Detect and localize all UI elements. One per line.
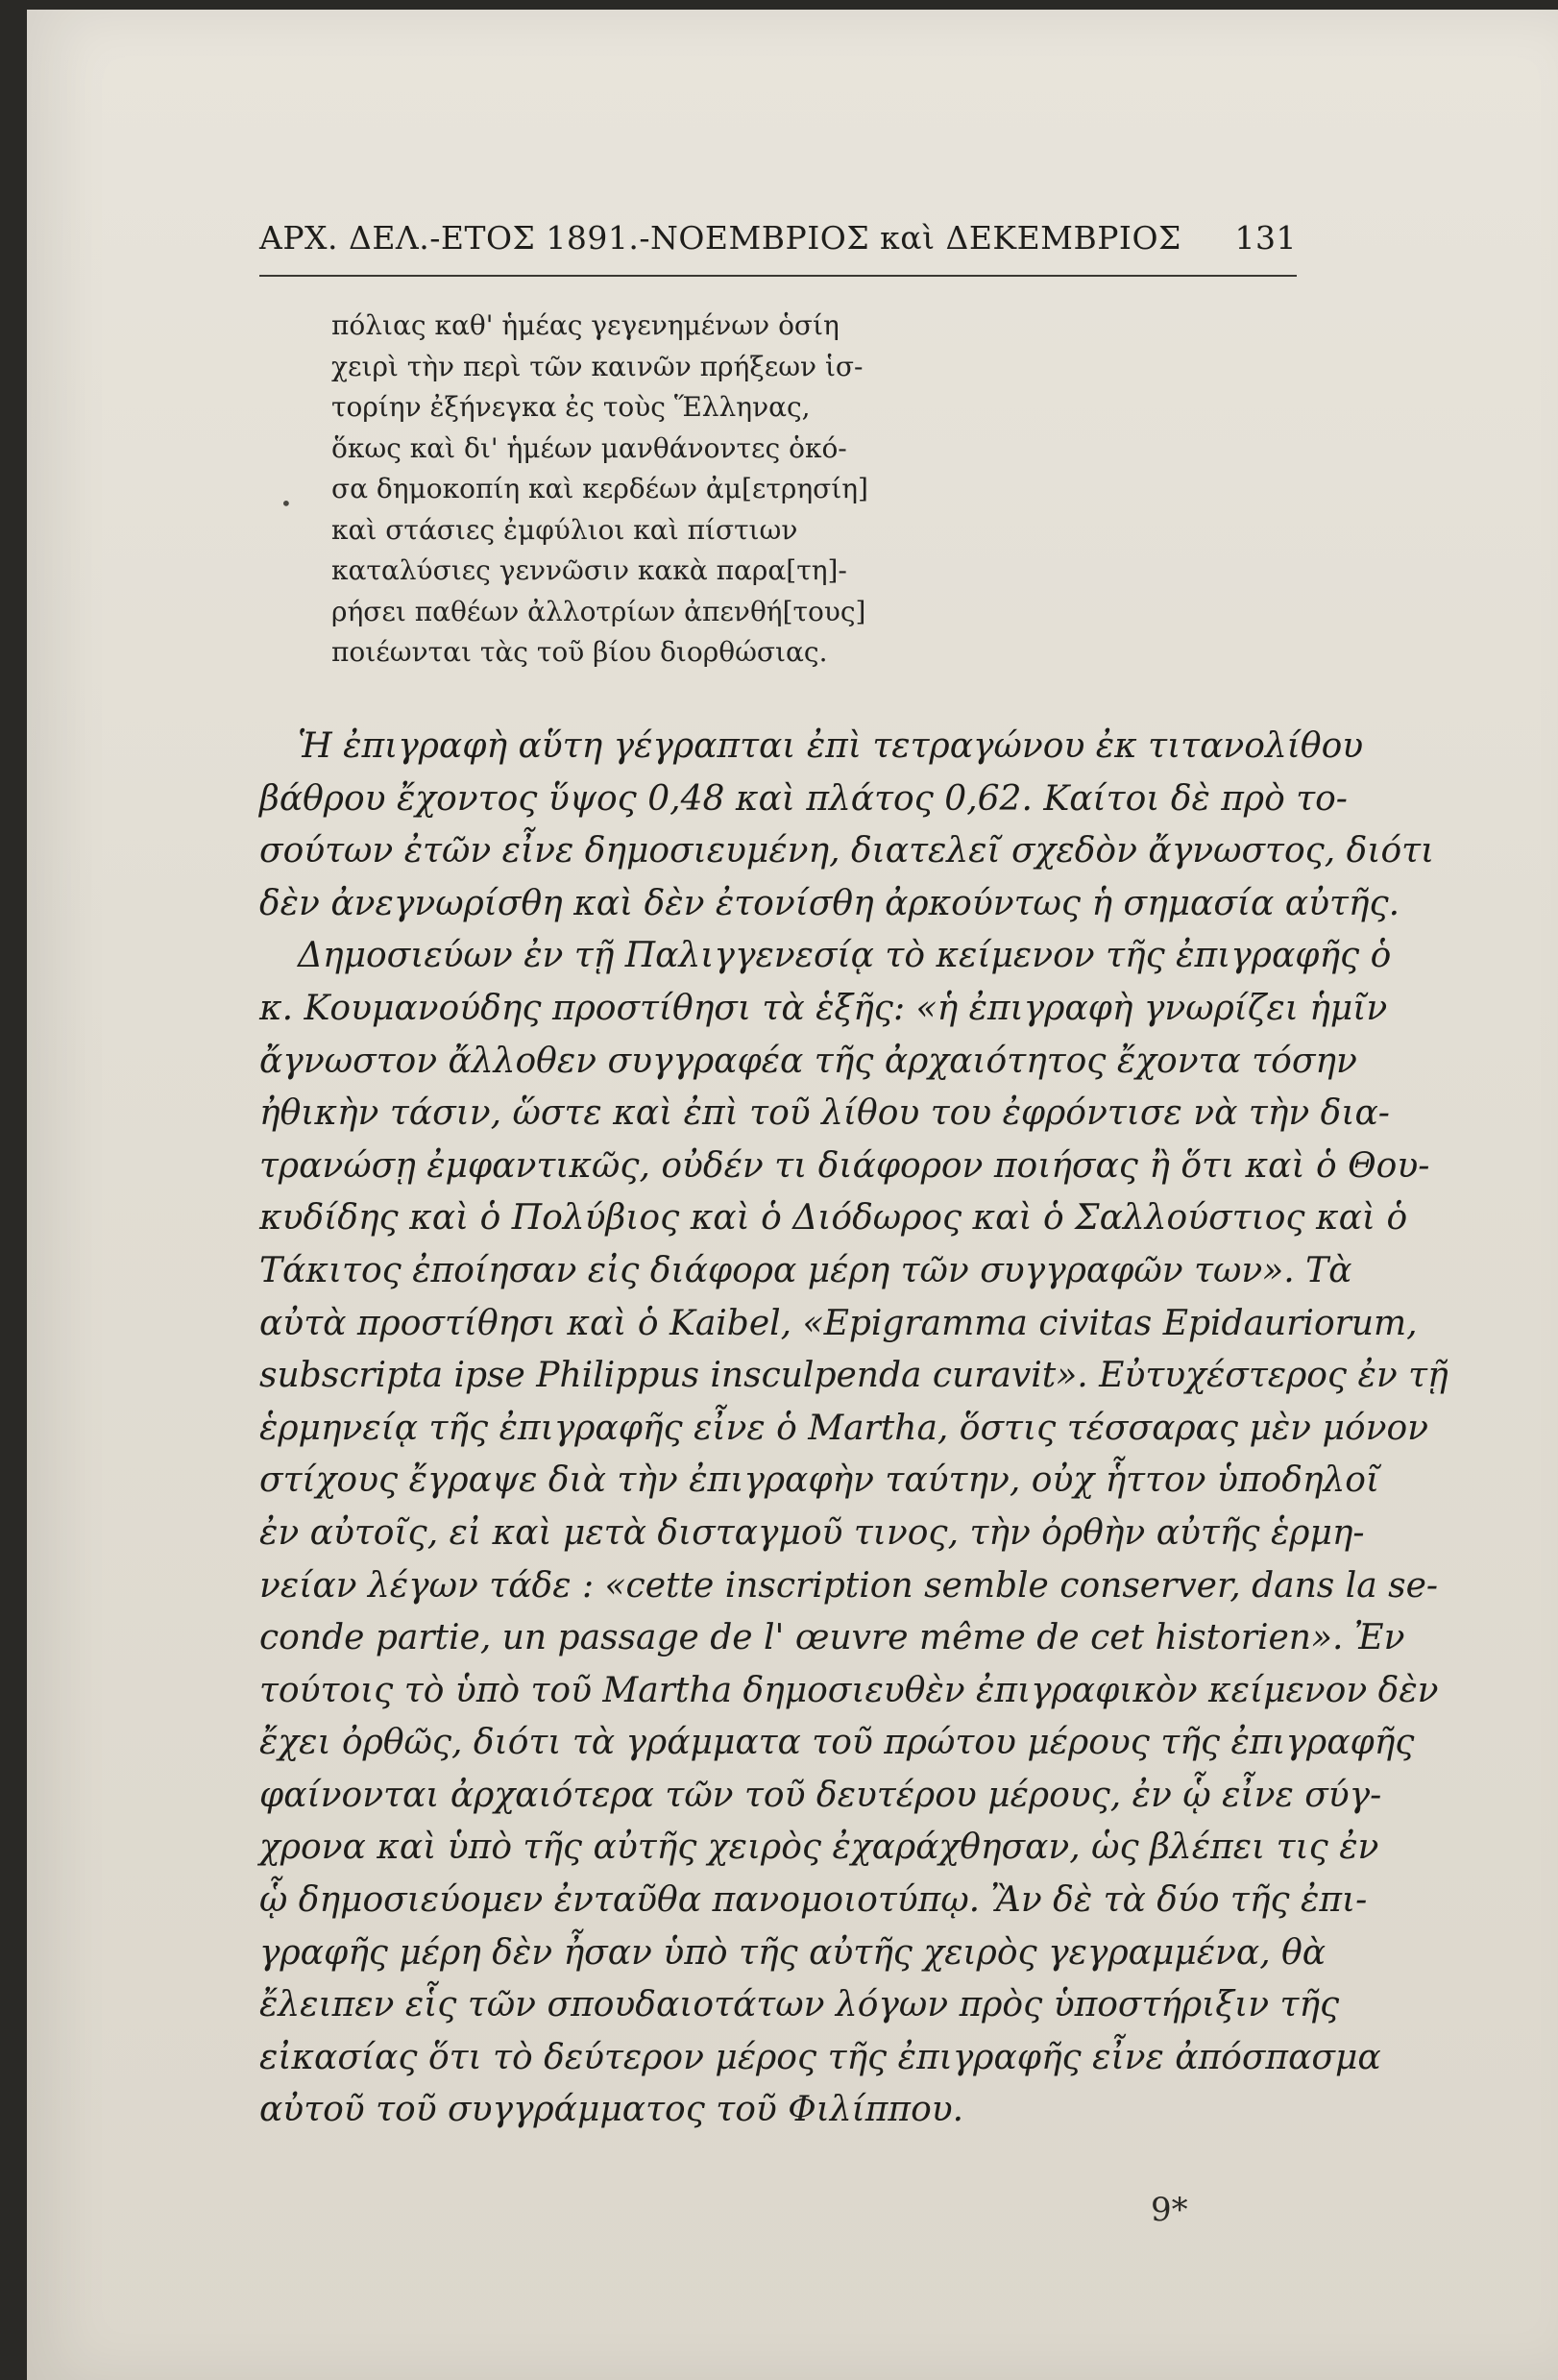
body-line: φαίνονται ἀρχαιότερα τῶν τοῦ δευτέρου μέρους, ἐν ᾧ εἶνε σύγ- xyxy=(259,1775,1382,1815)
inscription-line: πόλιας καθ' ἡμέας γεγενημένων ὁσίη xyxy=(331,309,840,341)
body-line: γραφῆς μέρη δὲν ἦσαν ὑπὸ τῆς αὐτῆς χειρὸς γεγραμμένα, θὰ xyxy=(259,1932,1327,1973)
body-line: σούτων ἐτῶν εἶνε δημοσιευμένη, διατελεῖ σχεδὸν ἄγνωστος, διότι xyxy=(259,831,1435,871)
margin-mark: • xyxy=(280,492,292,515)
body-line: χρονα καὶ ὑπὸ τῆς αὐτῆς χειρὸς ἐχαράχθησαν, ὡς βλέπει τις ἐν xyxy=(259,1828,1379,1868)
body-line: ἔχει ὀρθῶς, διότι τὰ γράμματα τοῦ πρώτου μέρους τῆς ἐπιγραφῆς xyxy=(259,1723,1415,1763)
body-line: ἐν αὐτοῖς, εἰ καὶ μετὰ δισταγμοῦ τινος, τὴν ὀρθὴν αὐτῆς ἑρμη- xyxy=(259,1512,1365,1553)
body-line: στίχους ἔγραψε διὰ τὴν ἐπιγραφὴν ταύτην, οὐχ ἧττον ὑποδηλοῖ xyxy=(259,1460,1380,1501)
body-line: αὐτὰ προστίθησι καὶ ὁ Kaibel, «Epigramma civitas Epidauriorum, xyxy=(259,1303,1418,1343)
inscription-line: καταλύσιες γεννῶσιν κακὰ παρα[τη]- xyxy=(331,554,847,586)
inscription-line: ποιέωνται τὰς τοῦ βίου διορθώσιας. xyxy=(331,636,828,668)
running-head xyxy=(259,219,1297,257)
body-line: Τάκιτος ἐποίησαν εἰς διάφορα μέρη τῶν συγγραφῶν των». Τὰ xyxy=(259,1250,1352,1290)
body-line: ἔλειπεν εἷς τῶν σπουδαιοτάτων λόγων πρὸς ὑποστήριξιν τῆς xyxy=(259,1985,1340,2025)
inscription-line: ρήσει παθέων ἀλλοτρίων ἀπενθή[τους] xyxy=(331,595,866,627)
page-number: 131 xyxy=(1234,219,1297,257)
inscription-block xyxy=(331,306,946,674)
body-line: Ἡ ἐπιγραφὴ αὕτη γέγραπται ἐπὶ τετραγώνου ἐκ τιτανολίθου xyxy=(298,726,1364,766)
body-line: ἠθικὴν τάσιν, ὥστε καὶ ἐπὶ τοῦ λίθου του ἐφρόντισε νὰ τὴν δια- xyxy=(259,1093,1390,1134)
body-line: ᾧ δημοσιεύομεν ἐνταῦθα πανομοιοτύπῳ. Ἂν δὲ τὰ δύο τῆς ἐπι- xyxy=(259,1880,1368,1921)
body-line: Δημοσιεύων ἐν τῇ Παλιγγενεσίᾳ τὸ κείμενον τῆς ἐπιγραφῆς ὁ xyxy=(298,936,1392,976)
body-line: εἰκασίας ὅτι τὸ δεύτερον μέρος τῆς ἐπιγραφῆς εἶνε ἀπόσπασμα xyxy=(259,2037,1381,2077)
body-line: τρανώσῃ ἐμφαντικῶς, οὐδέν τι διάφορον ποιήσας ἢ ὅτι καὶ ὁ Θου- xyxy=(259,1145,1430,1186)
body-line: subscripta ipse Philippus insculpenda curavit». Εὐτυχέστερος ἐν τῇ xyxy=(259,1356,1448,1396)
header-rule xyxy=(259,275,1297,277)
body-line: conde partie, un passage de l' œuvre même de cet historien». Ἐν xyxy=(259,1618,1405,1658)
body-line: αὐτοῦ τοῦ συγγράμματος τοῦ Φιλίππου. xyxy=(259,2090,964,2130)
body-line: νείαν λέγων τάδε : «cette inscription semble conserver, dans la se- xyxy=(259,1565,1439,1606)
body-line: τούτοις τὸ ὑπὸ τοῦ Martha δημοσιευθὲν ἐπιγραφικὸν κείμενον δὲν xyxy=(259,1670,1439,1710)
signature-mark: 9* xyxy=(1151,2191,1188,2229)
inscription-line: χειρὶ τὴν περὶ τῶν καινῶν πρήξεων ἱσ- xyxy=(331,350,864,382)
body-line: ἑρμηνείᾳ τῆς ἐπιγραφῆς εἶνε ὁ Martha, ὅστις τέσσαρας μὲν μόνον xyxy=(259,1408,1429,1448)
body-line: δὲν ἀνεγνωρίσθη καὶ δὲν ἐτονίσθη ἀρκούντως ἡ σημασία αὐτῆς. xyxy=(259,883,1400,923)
body-line: βάθρου ἔχοντος ὕψος 0,48 καὶ πλάτος 0,62. Καίτοι δὲ πρὸ το- xyxy=(259,778,1348,819)
body-text xyxy=(259,721,1448,2137)
inscription-line: τορίην ἐξήνεγκα ἐς τοὺς Ἕλληνας, xyxy=(331,391,811,423)
body-line: κ. Κουμανούδης προστίθησι τὰ ἑξῆς: «ἡ ἐπιγραφὴ γνωρίζει ἡμῖν xyxy=(259,988,1388,1028)
inscription-line: καὶ στάσιες ἐμφύλιοι καὶ πίστιων xyxy=(331,513,798,546)
inscription-line: σα δημοκοπίη καὶ κερδέων ἀμ[ετρησίη] xyxy=(331,473,868,504)
body-line: κυδίδης καὶ ὁ Πολύβιος καὶ ὁ Διόδωρος καὶ ὁ Σαλλούστιος καὶ ὁ xyxy=(259,1198,1408,1239)
body-line: ἄγνωστον ἄλλοθεν συγγραφέα τῆς ἀρχαιότητος ἔχοντα τόσην xyxy=(259,1041,1357,1081)
header-title: ΑΡΧ. ΔΕΛ.-ΕΤΟΣ 1891.-ΝΟΕΜΒΡΙΟΣ καὶ ΔΕΚΕΜΒΡΙΟΣ xyxy=(259,219,1181,257)
inscription-line: ὅκως καὶ δι' ἡμέων μανθάνοντες ὁκό- xyxy=(331,431,847,464)
